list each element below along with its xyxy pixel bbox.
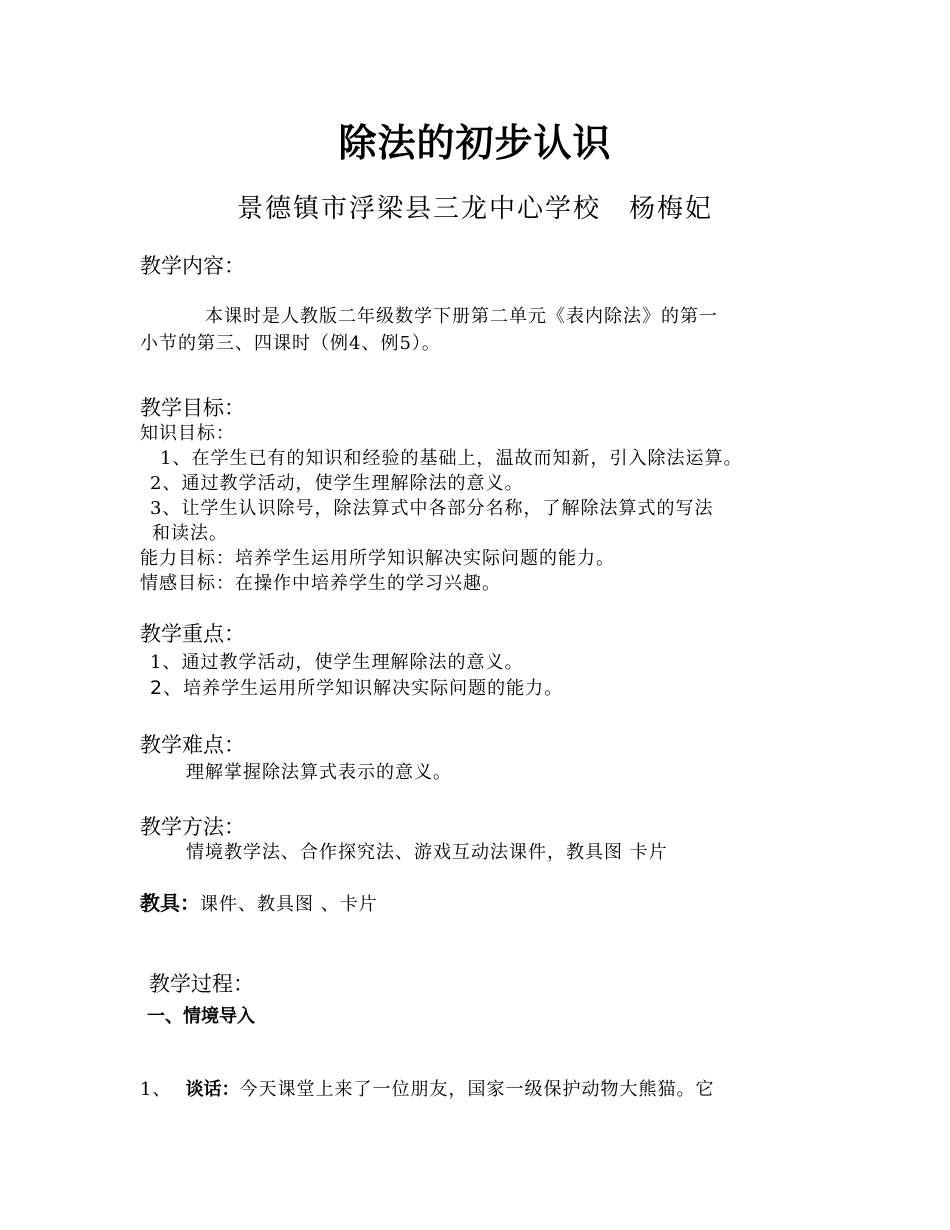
content-text-line1: 本课时是人教版二年级数学下册第二单元《表内除法》的第一 xyxy=(205,306,718,327)
emotion-objective: 情感目标：在操作中培养学生的学习兴趣。 xyxy=(140,573,501,594)
tools-text: 课件、教具图 、卡片 xyxy=(200,894,378,915)
knowledge-objective-item-3: 3、让学生认识除号，除法算式中各部分名称，了解除法算式的写法 xyxy=(150,498,714,519)
key-point-item-2 xyxy=(150,673,563,700)
ability-objective: 能力目标：培养学生运用所学知识解决实际问题的能力。 xyxy=(140,548,615,569)
objectives-heading: 教学目标： xyxy=(140,396,245,420)
key-point-item-2-text: 培养学生运用所学知识解决实际问题的能力。 xyxy=(183,678,564,699)
tools-label: 教具： xyxy=(140,891,200,915)
process-heading: 教学过程： xyxy=(149,972,254,996)
knowledge-objective-label: 知识目标： xyxy=(140,423,235,444)
process-step-1 xyxy=(140,1075,714,1101)
knowledge-objective-item-3-cont: 和读法。 xyxy=(152,523,228,544)
difficulty-heading: 教学难点： xyxy=(140,733,245,757)
process-section-1: 一、情境导入 xyxy=(147,1006,255,1027)
knowledge-objective-item-1: 1、在学生已有的知识和经验的基础上，温故而知新，引入除法运算。 xyxy=(160,448,743,469)
key-point-item-1: 1、通过教学活动，使学生理解除法的意义。 xyxy=(150,652,524,673)
page-title: 除法的初步认识 xyxy=(338,121,612,165)
process-step-1-number: 1、 xyxy=(140,1079,172,1100)
author-line: 景德镇市浮梁县三龙中心学校 杨梅妃 xyxy=(236,194,713,224)
content-text-line2: 小节的第三、四课时（例4、例5）。 xyxy=(140,333,441,354)
key-points-heading: 教学重点： xyxy=(140,622,245,646)
content-heading: 教学内容： xyxy=(140,254,245,278)
methods-text: 情境教学法、合作探究法、游戏互动法课件，教具图 卡片 xyxy=(186,842,668,863)
knowledge-objective-item-2: 2、通过教学活动，使学生理解除法的意义。 xyxy=(150,473,524,494)
tools-line xyxy=(140,887,378,916)
difficulty-text: 理解掌握除法算式表示的意义。 xyxy=(186,762,452,783)
process-step-1-label: 谈话： xyxy=(185,1079,240,1100)
key-point-item-2-number: 2、 xyxy=(150,677,184,699)
methods-heading: 教学方法： xyxy=(140,815,245,839)
process-step-1-text: 今天课堂上来了一位朋友，国家一级保护动物大熊猫。它 xyxy=(239,1079,715,1100)
